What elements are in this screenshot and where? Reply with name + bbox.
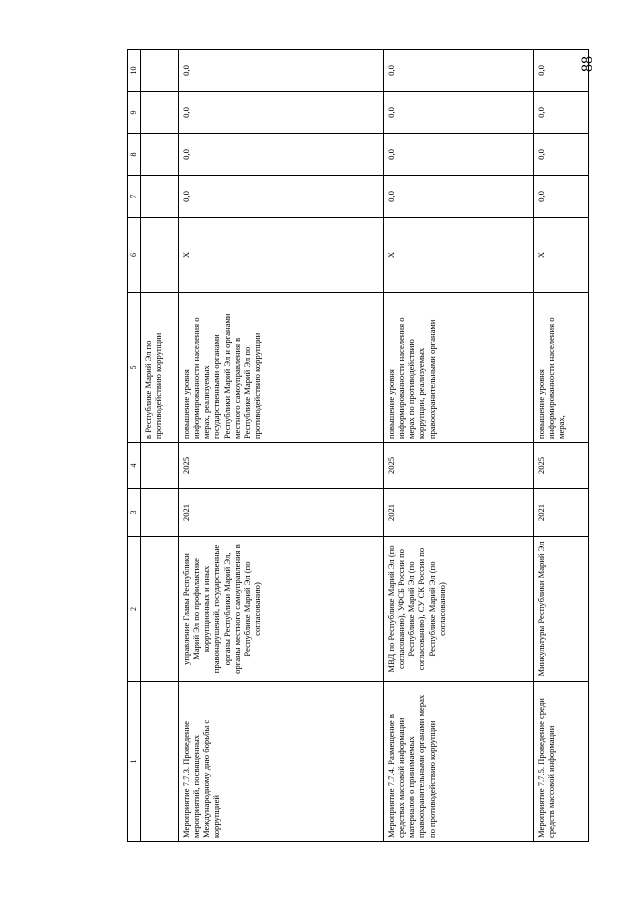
- col-header-2: 2: [128, 537, 141, 682]
- cont-cell-1: [141, 682, 179, 842]
- cont-cell-7: [141, 176, 179, 218]
- result-cell: повышение уровня информированности населения о мерах по противодействию коррупции, реализуемых правоохранительными органами: [384, 293, 534, 443]
- column-numbers-row: [128, 50, 141, 842]
- value-cell: 0,0: [179, 50, 384, 92]
- event-cell: Мероприятие 7.7.4. Размещение в средствах массовой информации материалов о принимаемых правоохранительными органами мерах по противодействию коррупции: [384, 682, 534, 842]
- result-cell: повышение уровня информированности населения о мерах, реализуемых государственными органами Республики Марий Эл и органами местного самоуправления в Республике Марий Эл по противодействию коррупции: [179, 293, 384, 443]
- table-row: [534, 50, 589, 842]
- executor-cell: Минкультуры Республики Марий Эл: [534, 537, 589, 682]
- value-cell: 0,0: [384, 134, 534, 176]
- cont-cell-4: [141, 443, 179, 489]
- end-year-cell: 2025: [384, 443, 534, 489]
- value-cell: 0,0: [384, 50, 534, 92]
- indicator-cell: Х: [179, 218, 384, 293]
- measures-table: [127, 49, 589, 842]
- indicator-cell: Х: [384, 218, 534, 293]
- end-year-cell: 2025: [179, 443, 384, 489]
- executor-cell: управление Главы Республики Марий Эл по профилактике коррупционных и иных правонарушений, государственные органы Республики Марий Эл, органы местного самоуправления в Республике Марий Эл (по согласованию): [179, 537, 384, 682]
- value-cell: 0,0: [384, 176, 534, 218]
- value-cell: 0,0: [384, 92, 534, 134]
- cont-cell-3: [141, 489, 179, 537]
- start-year-cell: 2021: [179, 489, 384, 537]
- col-header-7: 7: [128, 176, 141, 218]
- rotated-table-container: [127, 50, 589, 842]
- event-cell: Мероприятие 7.7.3. Проведение мероприятий, посвященных Международному дню борьбы с коррупцией: [179, 682, 384, 842]
- col-header-9: 9: [128, 92, 141, 134]
- col-header-10: 10: [128, 50, 141, 92]
- value-cell: 0,0: [534, 50, 589, 92]
- value-cell: 0,0: [534, 134, 589, 176]
- value-cell: 0,0: [179, 92, 384, 134]
- executor-cell: МВД по Республике Марий Эл (по согласованию), УФСБ России по Республике Марий Эл (по согласованию), СУ СК России по Республике Марий Эл (по согласованию): [384, 537, 534, 682]
- col-header-8: 8: [128, 134, 141, 176]
- cont-cell-8: [141, 134, 179, 176]
- col-header-6: 6: [128, 218, 141, 293]
- value-cell: 0,0: [179, 134, 384, 176]
- cont-cell-2: [141, 537, 179, 682]
- page-number: 88: [579, 56, 596, 72]
- cont-result-text: в Республике Марий Эл по противодействию коррупции: [141, 293, 179, 443]
- value-cell: 0,0: [179, 176, 384, 218]
- value-cell: 0,0: [534, 92, 589, 134]
- start-year-cell: 2021: [384, 489, 534, 537]
- event-cell: Мероприятие 7.7.5. Проведение среди средств массовой информации: [534, 682, 589, 842]
- col-header-3: 3: [128, 489, 141, 537]
- value-cell: 0,0: [534, 176, 589, 218]
- continuation-row: [141, 50, 179, 842]
- indicator-cell: Х: [534, 218, 589, 293]
- cont-cell-10: [141, 50, 179, 92]
- cont-cell-6: [141, 218, 179, 293]
- col-header-1: 1: [128, 682, 141, 842]
- table-row: [179, 50, 384, 842]
- end-year-cell: 2025: [534, 443, 589, 489]
- cont-cell-9: [141, 92, 179, 134]
- col-header-4: 4: [128, 443, 141, 489]
- result-cell: повышение уровня информированности населения о мерах,: [534, 293, 589, 443]
- col-header-5: 5: [128, 293, 141, 443]
- table-row: [384, 50, 534, 842]
- start-year-cell: 2021: [534, 489, 589, 537]
